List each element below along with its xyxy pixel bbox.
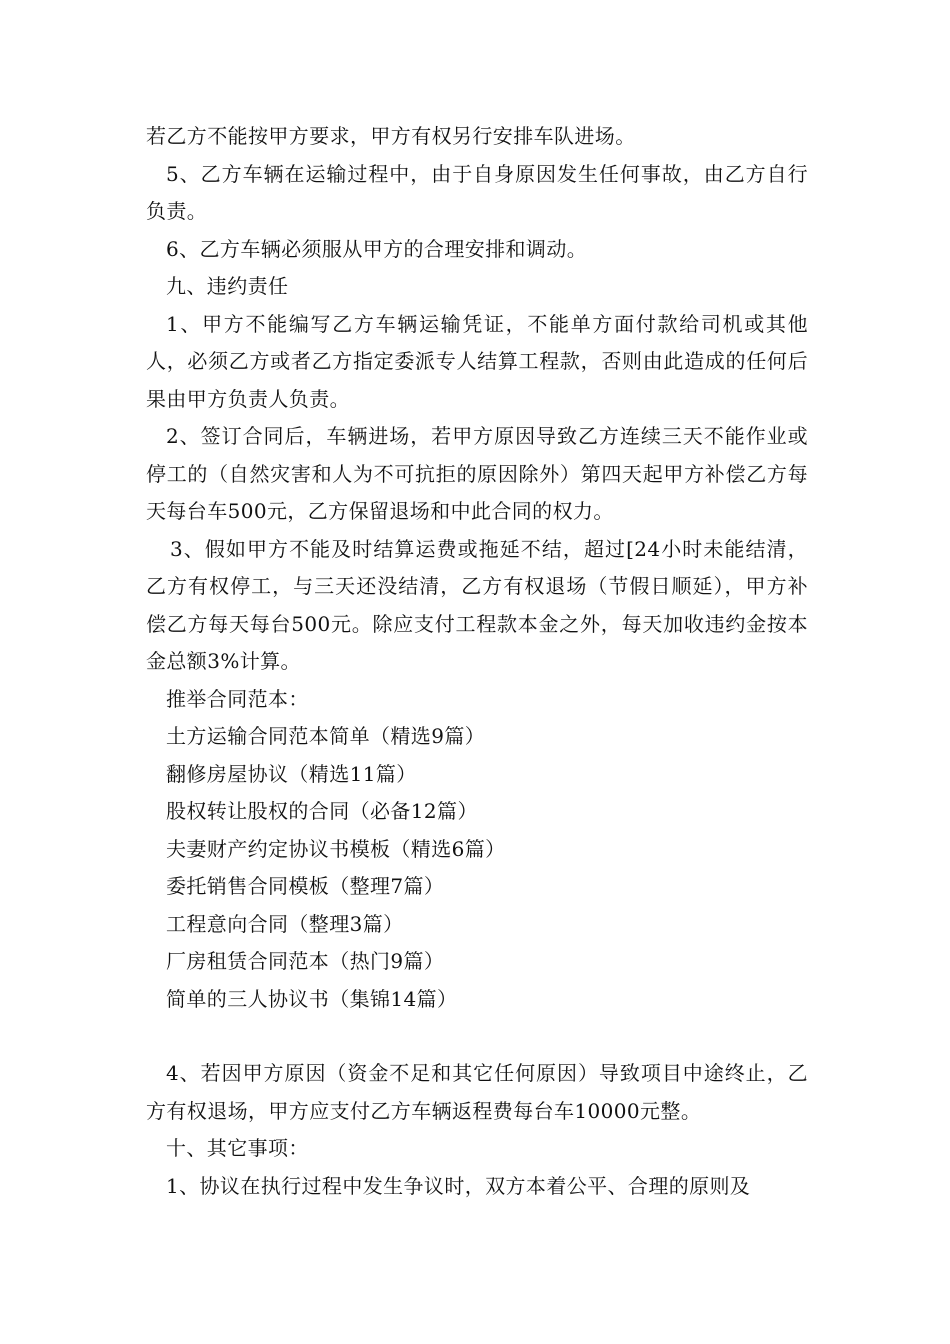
recommend-link[interactable]: 委托销售合同模板（整理7篇） (166, 874, 445, 898)
document-body (146, 118, 808, 1205)
recommend-link[interactable]: 夫妻财产约定协议书模板（精选6篇） (166, 836, 506, 861)
paragraph-other-1: 1、协议在执行过程中发生争议时，双方本着公平、合理的原则及 (166, 1173, 751, 1198)
section-heading-other: 十、其它事项： (166, 1136, 309, 1160)
recommend-link[interactable]: 工程意向合同（整理3篇） (166, 911, 404, 936)
paragraph-breach-2: 2、签订合同后，车辆进场，若甲方原因导致乙方连续三天不能作业或停工的（自然灾害和人为不可抗拒的原因除外）第四天起甲方补偿乙方每天每台车500元，乙方保留退场和中此合同的权力。 (146, 424, 808, 523)
section-heading-breach: 九、违约责任 (166, 274, 289, 298)
recommend-link[interactable]: 翻修房屋协议（精选11篇） (166, 761, 417, 786)
paragraph-clause-5: 5、乙方车辆在运输过程中，由于自身原因发生任何事故，由乙方自行负责。 (146, 161, 808, 223)
recommend-link[interactable]: 土方运输合同范本简单（精选9篇） (166, 724, 486, 748)
recommend-link[interactable]: 厂房租赁合同范本（热门9篇） (166, 949, 445, 973)
paragraph-breach-3: 3、假如甲方不能及时结算运费或拖延不结，超过[24小时未能结清，乙方有权停工，与三天还没结清，乙方有权退场（节假日顺延），甲方补偿乙方每天每台500元。除应支付工程款本金之外，每天加收违约金按本金总额3%计算。 (146, 536, 808, 673)
recommend-link[interactable]: 简单的三人协议书（集锦14篇） (166, 986, 458, 1011)
paragraph-breach-1: 1、甲方不能编写乙方车辆运输凭证，不能单方面付款给司机或其他人，必须乙方或者乙方指定委派专人结算工程款，否则由此造成的任何后果由甲方负责人负责。 (146, 311, 808, 411)
recommend-heading: 推举合同范本： (166, 686, 309, 711)
paragraph-continuation: 若乙方不能按甲方要求，甲方有权另行安排车队进场。 (146, 124, 636, 148)
recommend-link[interactable]: 股权转让股权的合同（必备12篇） (166, 799, 478, 823)
paragraph-gap (146, 1018, 808, 1055)
paragraph-clause-6: 6、乙方车辆必须服从甲方的合理安排和调动。 (166, 236, 588, 261)
paragraph-breach-4: 4、若因甲方原因（资金不足和其它任何原因）导致项目中途终止，乙方有权退场，甲方应支付乙方车辆返程费每台车10000元整。 (146, 1061, 808, 1123)
